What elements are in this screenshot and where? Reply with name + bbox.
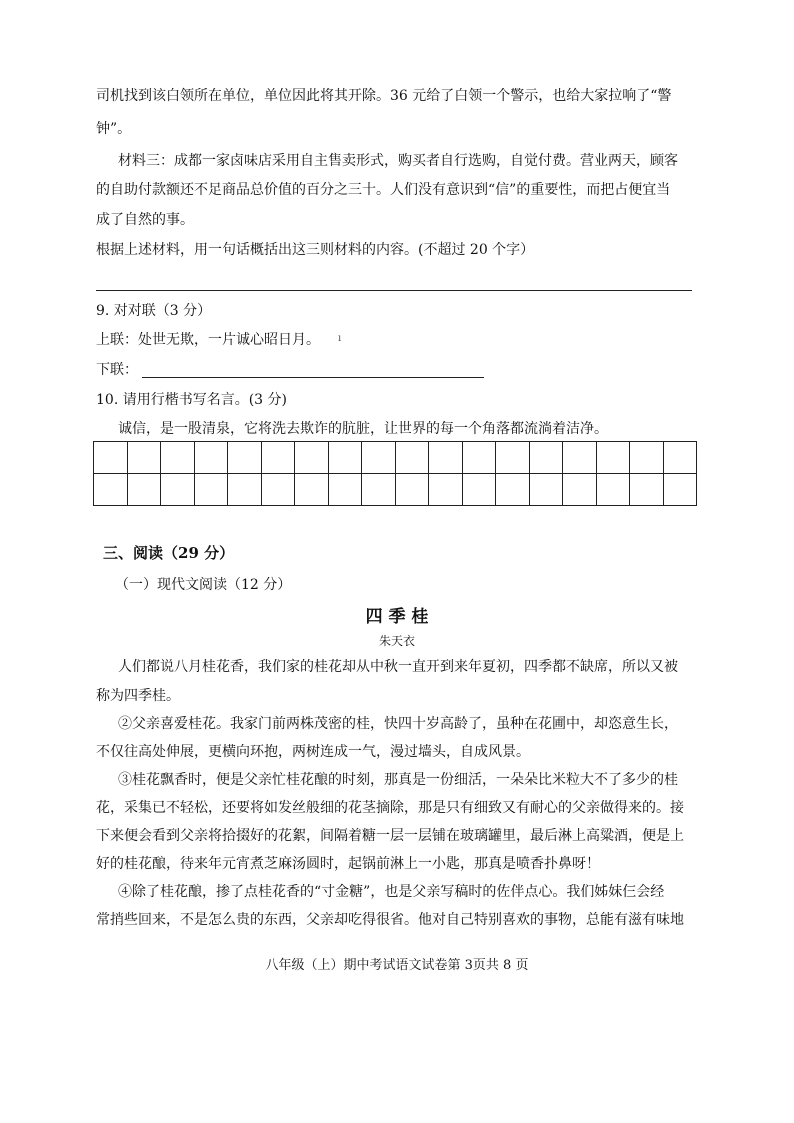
writing-grid[interactable] xyxy=(93,441,697,506)
section-3-heading: 三、阅读（29 分） xyxy=(103,544,235,562)
grid-cell[interactable] xyxy=(328,474,362,506)
question-10-title: 10. 请用行楷书写名言。(3 分) xyxy=(96,392,287,408)
grid-cell[interactable] xyxy=(496,474,530,506)
grid-cell[interactable] xyxy=(563,474,597,506)
grid-cell[interactable] xyxy=(462,474,496,506)
quote-text: 诚信，是一股清泉，它将洗去欺诈的肮脏，让世界的每一个角落都流淌着洁净。 xyxy=(118,421,608,437)
text-line: 称为四季桂。 xyxy=(96,688,180,704)
grid-cell[interactable] xyxy=(563,442,597,474)
grid-cell[interactable] xyxy=(395,442,429,474)
text-line: 不仅往高处伸展，更横向环抱，两树连成一气，漫过墙头，自成风景。 xyxy=(96,744,530,760)
text-line: ②父亲喜爱桂花。我家门前两株茂密的桂，快四十岁高龄了，虽种在花圃中，却恣意生长， xyxy=(118,716,678,732)
text-line: 常捎些回来，不是怎么贵的东西，父亲却吃得很省。他对自己特别喜欢的事物，总能有滋有味地 xyxy=(96,912,684,928)
grid-cell[interactable] xyxy=(261,442,295,474)
grid-cell[interactable] xyxy=(295,442,329,474)
grid-cell[interactable] xyxy=(194,442,228,474)
couplet-lower-label: 下联： xyxy=(96,362,138,378)
grid-cell[interactable] xyxy=(596,474,630,506)
grid-cell[interactable] xyxy=(127,442,161,474)
grid-cell[interactable] xyxy=(228,442,262,474)
text-line: ④除了桂花酿，掺了点桂花香的“寸金糖”，也是父亲写稿时的佐伴点心。我们姊妹仨会经 xyxy=(118,884,665,900)
grid-row xyxy=(94,442,697,474)
grid-cell[interactable] xyxy=(328,442,362,474)
text-line: 司机找到该白领所在单位，单位因此将其开除。36 元给了白领一个警示，也给大家拉响了“警 xyxy=(96,88,672,104)
answer-line-q8[interactable] xyxy=(96,290,692,291)
grid-cell[interactable] xyxy=(663,474,697,506)
text-line: 下来便会看到父亲将拾掇好的花絮，间隔着糖一层一层铺在玻璃罐里，最后淋上高粱酒，便是上 xyxy=(96,828,684,844)
grid-cell[interactable] xyxy=(161,442,195,474)
grid-cell[interactable] xyxy=(630,474,664,506)
grid-row xyxy=(94,474,697,506)
text-line: 人们都说八月桂花香，我们家的桂花却从中秋一直开到来年夏初，四季都不缺席，所以又被 xyxy=(118,659,678,675)
article-author: 朱天衣 xyxy=(378,634,415,648)
grid-cell[interactable] xyxy=(429,474,463,506)
stray-mark: ı xyxy=(338,333,342,344)
grid-cell[interactable] xyxy=(529,442,563,474)
grid-cell[interactable] xyxy=(429,442,463,474)
text-line: 钟”。 xyxy=(96,121,132,137)
couplet-upper: 上联：处世无欺，一片诚心昭日月。 xyxy=(96,332,320,348)
grid-cell[interactable] xyxy=(663,442,697,474)
grid-cell[interactable] xyxy=(194,474,228,506)
question-8-prompt: 根据上述材料，用一句话概括出这三则材料的内容。(不超过 20 个字） xyxy=(96,242,535,258)
grid-cell[interactable] xyxy=(596,442,630,474)
grid-cell[interactable] xyxy=(295,474,329,506)
couplet-lower-answer-line[interactable] xyxy=(142,377,484,378)
text-line: 材料三：成都一家卤味店采用自主售卖形式，购买者自行选购，自觉付费。营业两天，顾客 xyxy=(118,153,678,169)
text-line: 好的桂花酿，待来年元宵煮芝麻汤圆时，起锅前淋上一小匙，那真是喷香扑鼻呀！ xyxy=(96,856,600,872)
question-9-title: 9. 对对联（3 分） xyxy=(96,303,212,319)
grid-cell[interactable] xyxy=(496,442,530,474)
grid-cell[interactable] xyxy=(127,474,161,506)
grid-cell[interactable] xyxy=(362,442,396,474)
grid-cell[interactable] xyxy=(462,442,496,474)
grid-cell[interactable] xyxy=(94,474,128,506)
grid-cell[interactable] xyxy=(362,474,396,506)
grid-cell[interactable] xyxy=(261,474,295,506)
grid-cell[interactable] xyxy=(630,442,664,474)
grid-cell[interactable] xyxy=(395,474,429,506)
article-title: 四 季 桂 xyxy=(365,607,429,627)
text-line: 的自助付款额还不足商品总价值的百分之三十。人们没有意识到“信”的重要性，而把占便宜当 xyxy=(96,182,671,198)
page-footer: 八年级（上）期中考试语文试卷第 3页共 8 页 xyxy=(265,958,529,973)
text-line: 花，采集已不轻松，还要将如发丝般细的花茎摘除，那是只有细致又有耐心的父亲做得来的。接 xyxy=(96,800,684,816)
grid-cell[interactable] xyxy=(529,474,563,506)
text-line: 成了自然的事。 xyxy=(96,212,194,228)
text-line: ③桂花飘香时，便是父亲忙桂花酿的时刻，那真是一份细活，一朵朵比米粒大不了多少的桂 xyxy=(118,772,678,788)
section-3-subheading: （一）现代文阅读（12 分） xyxy=(115,577,292,593)
grid-cell[interactable] xyxy=(161,474,195,506)
grid-cell[interactable] xyxy=(94,442,128,474)
grid-cell[interactable] xyxy=(228,474,262,506)
